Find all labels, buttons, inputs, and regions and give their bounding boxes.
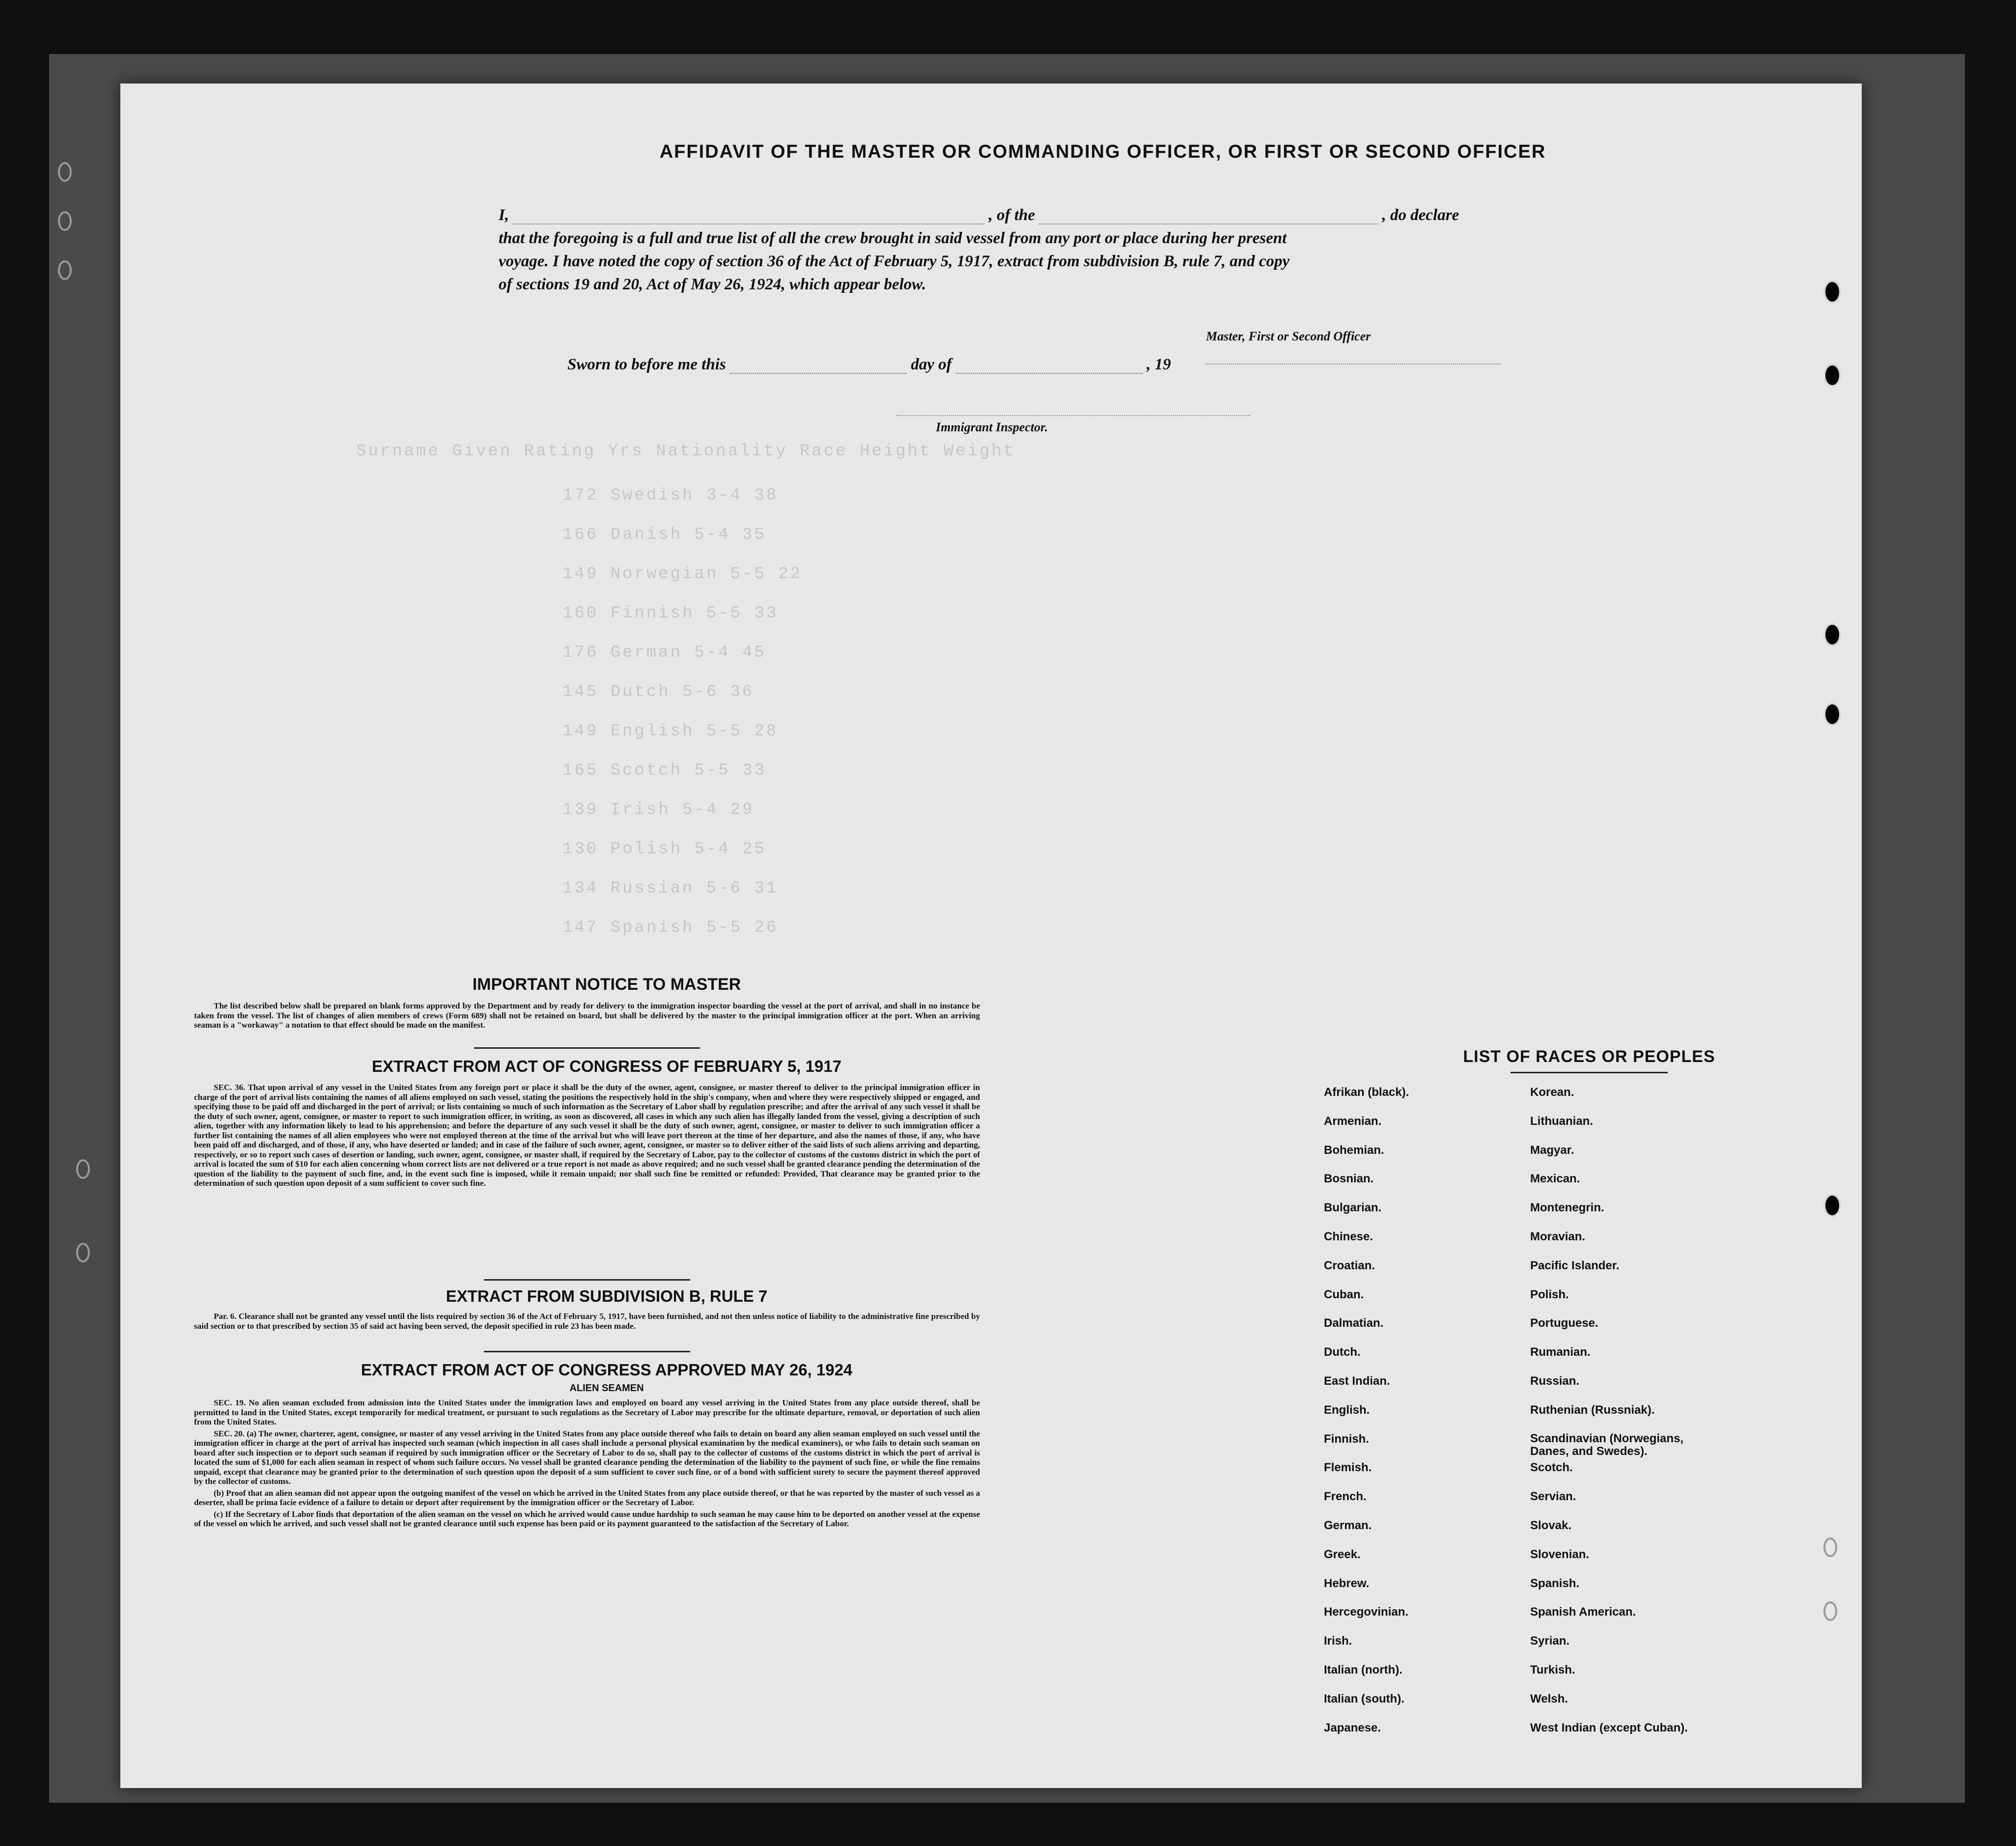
affidavit-title: AFFIDAVIT OF THE MASTER OR COMMANDING OFFICER, OR FIRST OR SECOND OFFICER [659, 141, 1546, 162]
race-item: Bosnian. [1324, 1172, 1374, 1186]
sec-20a-paragraph: SEC. 20. (a) The owner, charterer, agent, consignee, or master of any vessel arriving in the United States from any place outside thereof who fails to detain on board any alien seaman employed on such vessel until the immigration officer in charge at the port of arrival has inspected such seaman (which inspection in all cases shall include a personal physical examination by the medical examiners), or who fails to detain such seaman on board after such inspection or to deport such seaman if required by such immigration officer or the Secretary of Labor to do so, shall pay to the collector of customs of the customs district in which the port of arrival is located the sum of $1,000 for each alien seaman in respect of whom such failure occurs. No vessel shall be granted clearance pending the determination of the liability to the payment of such fine, or while the fine remains unpaid, except that clearance may be granted prior to the determination of such question upon the deposit of a sum sufficient to cover such fine, or of a bond with sufficient surety to secure the payment thereof approved by the collector of customs. [194, 1428, 980, 1486]
bleed-through-text: 160 Finnish 5-5 33 [562, 604, 779, 623]
binder-hole [1823, 1538, 1837, 1557]
affidavit-of-the: , of the [988, 206, 1036, 224]
subdivision-b-title: EXTRACT FROM SUBDIVISION B, RULE 7 [446, 1287, 768, 1305]
binder-hole [58, 260, 72, 280]
bleed-through-text: 149 English 5-5 28 [562, 722, 779, 741]
sworn-day-of: day of [911, 356, 952, 373]
binder-hole [58, 162, 72, 182]
race-item: Turkish. [1530, 1663, 1575, 1677]
race-item: Moravian. [1530, 1230, 1586, 1243]
inspector-label: Immigrant Inspector. [936, 420, 1048, 434]
affidavit-line-2: that the foregoing is a full and true list of all the crew brought in said vessel from any port or place during her present [499, 229, 1287, 247]
race-item: Armenian. [1324, 1114, 1382, 1128]
race-item: Hercegovinian. [1324, 1605, 1409, 1619]
race-item: Greek. [1324, 1547, 1361, 1561]
race-item: Ruthenian (Russniak). [1530, 1403, 1655, 1417]
race-item: Finnish. [1324, 1432, 1369, 1446]
race-item: Dutch. [1324, 1345, 1361, 1359]
races-title: LIST OF RACES OR PEOPLES [1463, 1047, 1715, 1066]
bleed-through-text: Surname Given Rating Yrs Nationality Race Height Weight [356, 442, 1016, 461]
race-item: Bohemian. [1324, 1143, 1384, 1157]
bleed-through-text: 149 Norwegian 5-5 22 [562, 565, 803, 584]
race-item: East Indian. [1324, 1374, 1390, 1388]
sworn-date-blank[interactable] [730, 359, 907, 374]
races-divider [1511, 1072, 1668, 1073]
punch-hole [1823, 702, 1841, 726]
subdivision-b-body [194, 1312, 980, 1333]
punch-hole [1823, 364, 1841, 387]
sec-20b-paragraph: (b) Proof that an alien seaman did not appear upon the outgoing manifest of the vessel on which he arrived in the United States from any place outside thereof, or that he was reported by the master of such vessel as a deserter, shall be prima facie evidence of a failure to detain or deport after requirement by the immigration officer or the Secretary of Labor. [194, 1488, 980, 1507]
punch-hole [1823, 623, 1841, 646]
race-item: Pacific Islander. [1530, 1259, 1620, 1272]
bleed-through-text: 130 Polish 5-4 25 [562, 840, 766, 859]
bleed-through-text: 172 Swedish 3-4 38 [562, 486, 779, 505]
master-signature-label: Master, First or Second Officer [1206, 329, 1371, 343]
extract-1917-body [194, 1083, 980, 1190]
race-item: Korean. [1530, 1086, 1574, 1099]
race-item: Croatian. [1324, 1259, 1375, 1272]
binder-hole [76, 1159, 90, 1179]
bleed-through-text: 147 Spanish 5-5 26 [562, 919, 779, 937]
subdivision-b-divider [484, 1351, 690, 1352]
race-item: Lithuanian. [1530, 1114, 1593, 1128]
race-item: Bulgarian. [1324, 1201, 1382, 1215]
punch-hole [1823, 1194, 1841, 1217]
race-item: Polish. [1530, 1287, 1569, 1301]
race-item: Portuguese. [1530, 1316, 1598, 1330]
sworn-line [567, 356, 1171, 374]
sworn-year: , 19 [1147, 356, 1171, 373]
races-left-column [1324, 1086, 1409, 1750]
notice-paragraph: The list described below shall be prepared on blank forms approved by the Department and by ready for delivery to the immigration inspector boarding the vessel at the port of arrival, and shall in no instance be taken from the vessel. The list of changes of alien members of crews (Form 689) shall not be retained on board, but shall be delivered by the master to the principal immigration officer at the port. When an arriving seaman is a "workaway" a notation to that effect should be made on the manifest. [194, 1001, 980, 1030]
punch-hole [1823, 280, 1841, 304]
notice-divider [474, 1047, 700, 1049]
race-item: Italian (south). [1324, 1692, 1404, 1706]
race-item: French. [1324, 1490, 1367, 1504]
race-item: Spanish. [1530, 1576, 1580, 1590]
race-item: West Indian (except Cuban). [1530, 1721, 1688, 1734]
notice-body [194, 1001, 980, 1032]
races-right-column [1530, 1086, 1702, 1750]
affidavit-do-declare: , do declare [1382, 206, 1459, 224]
extract-1917-paragraph: SEC. 36. That upon arrival of any vessel in the United States from any foreign port or place it shall be the duty of the owner, agent, consignee, or master thereof to deliver to the principal immigration officer in charge of the port of arrival lists containing the names of all aliens employed on such vessel, stating the positions the respectively hold in the ship's company, when and where they were respectively shipped or engaged, and specifying those to be paid off and discharged in the port of arrival; or lists containing so much of such information as the Secretary of Labor shall by regulation prescribe; and after the arrival of any such vessel it shall be the duty of such owner, agent, consignee, or master to report to such immigration officer, in writing, as soon as discovered, all cases in which any such alien has illegally landed from the vessel, giving a description of such alien, together with any information likely to lead to his apprehension; and before the departure of any such vessel it shall be the duty of such owner, agent, consignee, or master to deliver to such immigration officer a further list containing the names of all alien employees who were not employed thereon at the time of the arrival but who will leave port thereon at the time of her departure, and also the names of those, if any, who have been paid off and discharged, and of those, if any, who have deserted or landed; and in case of the failure of such owner, agent, consignee, or master so to deliver either of the said lists of such aliens arriving and departing, respectively, or so to report such cases of desertion or landing, such owner, agent, consignee, or master shall, if required by the Secretary of Labor, pay to the collector of customs of the customs district in which the port of arrival is located the sum of $10 for each alien concerning whom correct lists are not delivered or a true report is not made as above required; and no such vessel shall be granted clearance pending the determination of the question of the liability to the payment of such fine, and, in the event such fine is imposed, while it remain unpaid; nor shall such fine be remitted or refunded: Provided, That clearance may be granted prior to the determination of such question upon deposit of a sum sufficient to cover such fine. [194, 1083, 980, 1188]
race-item: Scotch. [1530, 1461, 1573, 1475]
sec-20c-paragraph: (c) If the Secretary of Labor finds that deportation of the alien seaman on the vessel on which he arrived would cause undue hardship to such seaman he may cause him to be deported on another vessel at the expense of the vessel on which he arrived, and such vessel shall not be granted clearance until such expense has been paid or its payment guaranteed to the satisfaction of the Secretary of Labor. [194, 1509, 980, 1528]
race-item: Chinese. [1324, 1230, 1373, 1243]
race-item: Rumanian. [1530, 1345, 1591, 1359]
race-item: Russian. [1530, 1374, 1580, 1388]
sworn-month-blank[interactable] [956, 359, 1143, 374]
race-item: Hebrew. [1324, 1576, 1370, 1590]
inspector-signature-line[interactable] [896, 415, 1250, 416]
affidavit-line-4: of sections 19 and 20, Act of May 26, 1924, which appear below. [499, 276, 926, 293]
race-item: Servian. [1530, 1490, 1576, 1504]
race-item: Italian (north). [1324, 1663, 1402, 1677]
bleed-through-text: 176 German 5-4 45 [562, 643, 766, 662]
affidavit-line-3: voyage. I have noted the copy of section 36 of the Act of February 5, 1917, extract from subdivision B, rule 7, and copy [499, 252, 1290, 270]
race-item: Montenegrin. [1530, 1201, 1604, 1215]
race-item: Syrian. [1530, 1634, 1570, 1648]
race-item: Afrikan (black). [1324, 1086, 1409, 1099]
race-item: Dalmatian. [1324, 1316, 1384, 1330]
race-item: German. [1324, 1518, 1372, 1532]
bleed-through-text: 145 Dutch 5-6 36 [562, 683, 755, 701]
affidavit-i: I, [499, 206, 509, 224]
subdivision-b-paragraph: Par. 6. Clearance shall not be granted any vessel until the lists required by section 36 of the Act of February 5, 1917, have been furnished, and not then unless notice of liability to the administrative fine prescribed by said section or to that prescribed by section 35 of said act having been served, the deposit specified in rule 23 has been made. [194, 1312, 980, 1331]
race-item: Slovenian. [1530, 1547, 1590, 1561]
race-item: Flemish. [1324, 1461, 1372, 1475]
binder-hole [1823, 1601, 1837, 1621]
race-item: Scandinavian (Norwegians, Danes, and Swedes). [1530, 1431, 1684, 1458]
race-item: Magyar. [1530, 1143, 1574, 1157]
binder-hole [76, 1243, 90, 1262]
notice-title: IMPORTANT NOTICE TO MASTER [472, 975, 741, 994]
affidavit-line-1 [499, 206, 1459, 224]
extract-1917-divider [484, 1279, 690, 1281]
sec-19-paragraph: SEC. 19. No alien seaman excluded from admission into the United States under the immigration laws and employed on board any vessel arriving in the United States from any place outside thereof, shall be permitted to land in the United States, except temporarily for medical treatment, or pursuant to such regulations as the Secretary of Labor may prescribe for the ultimate departure, removal, or deportation of such alien from the United States. [194, 1398, 980, 1426]
race-item: English. [1324, 1403, 1370, 1417]
bleed-through-text: 134 Russian 5-6 31 [562, 879, 779, 898]
binder-hole [58, 211, 72, 231]
race-item: Welsh. [1530, 1692, 1568, 1706]
alien-seamen-subtitle: ALIEN SEAMEN [569, 1383, 644, 1394]
extract-1924-body [194, 1398, 980, 1531]
sworn-prefix: Sworn to before me this [567, 356, 726, 373]
vessel-blank[interactable] [1039, 210, 1378, 224]
extract-1924-title: EXTRACT FROM ACT OF CONGRESS APPROVED MAY 26, 1924 [361, 1361, 853, 1379]
bleed-through-text: 166 Danish 5-4 35 [562, 526, 766, 544]
race-item: Spanish American. [1530, 1605, 1636, 1619]
race-item: Cuban. [1324, 1287, 1364, 1301]
name-blank[interactable] [513, 210, 984, 224]
extract-1917-title: EXTRACT FROM ACT OF CONGRESS OF FEBRUARY 5, 1917 [372, 1057, 841, 1075]
race-item: Japanese. [1324, 1721, 1381, 1734]
race-item: Slovak. [1530, 1518, 1572, 1532]
crew-list-page [120, 84, 1862, 1788]
bleed-through-text: 139 Irish 5-4 29 [562, 801, 755, 819]
race-item: Mexican. [1530, 1172, 1580, 1186]
race-item: Irish. [1324, 1634, 1352, 1648]
bleed-through-text: 165 Scotch 5-5 33 [562, 761, 766, 780]
